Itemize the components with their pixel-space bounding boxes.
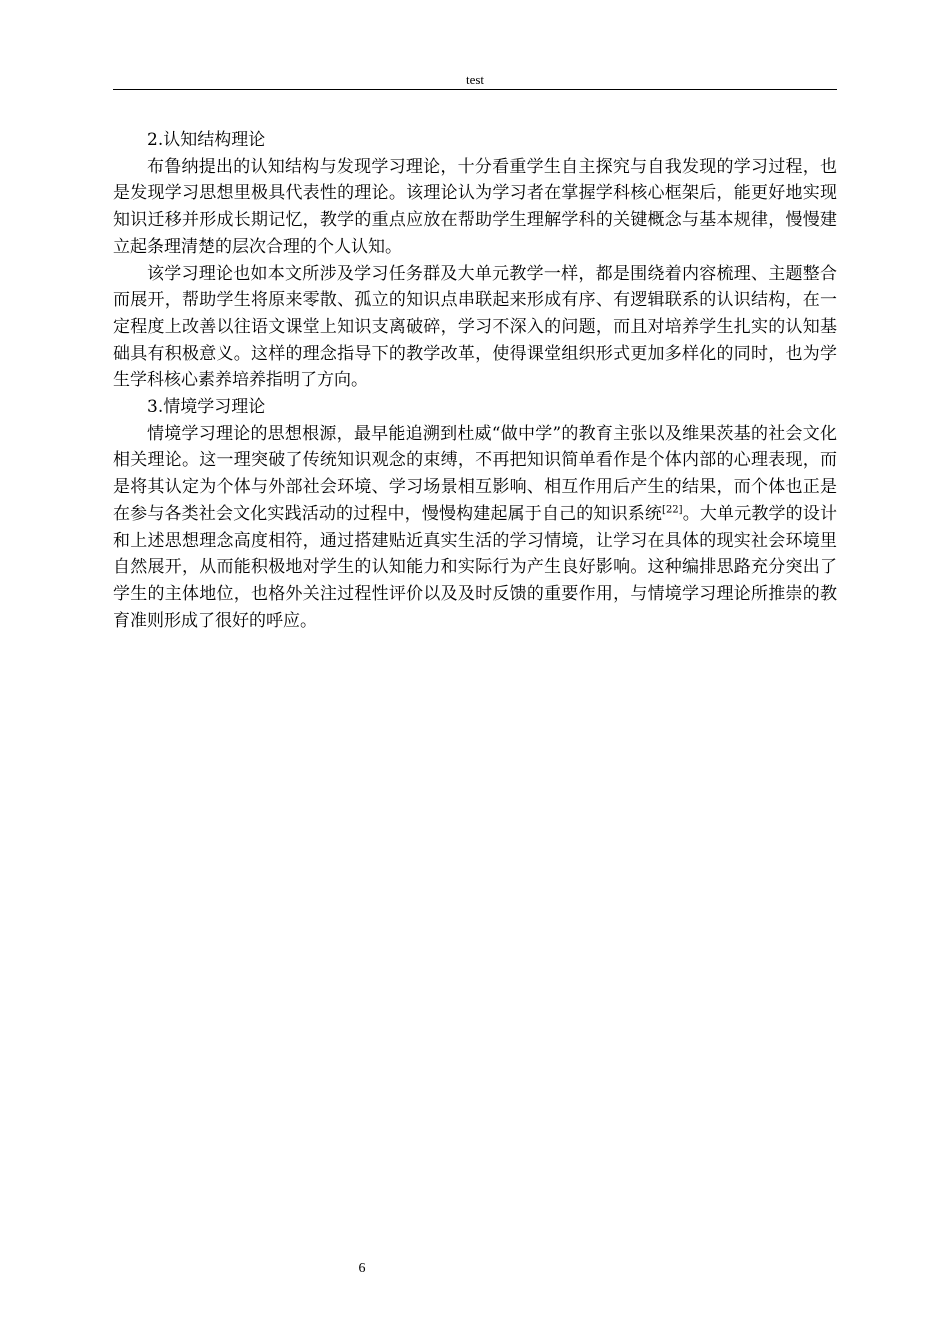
paragraph-text-after-citation: 。大单元教学的设计和上述思想理念高度相符，通过搭建贴近真实生活的学习情境，让学习在具体的现实社会环境里自然展开，从而能积极地对学生的认知能力和实际行为产生良好影响。这种编排思路充分突出了学生的主体地位，也格外关注过程性评价以及及时反馈的重要作用，与情境学习理论所推崇的教育准则形成了很好的呼应。 bbox=[113, 503, 837, 631]
paragraph-text-before-citation: 情境学习理论的思想根源，最早能追溯到杜威“做中学”的教育主张以及维果茨基的社会文化相关理论。这一理突破了传统知识观念的束缚，不再把知识简单看作是个体内部的心理表现，而是将其认定为个体与外部社会环境、学习场景相互影响、相互作用后产生的结果，而个体也正是在参与各类社会文化实践活动的过程中，慢慢构建起属于自己的知识系统 bbox=[113, 423, 837, 524]
running-header: test bbox=[465, 72, 485, 87]
paragraph-task-group-relation: 该学习理论也如本文所涉及学习任务群及大单元教学一样，都是围绕着内容梳理、主题整合而展开，帮助学生将原来零散、孤立的知识点串联起来形成有序、有逻辑联系的认识结构，在一定程度上改善以往语文课堂上知识支离破碎，学习不深入的问题，而且对培养学生扎实的认知基础具有积极意义。这样的理念指导下的教学改革，使得课堂组织形式更加多样化的同时，也为学生学科核心素养培养指明了方向。 bbox=[113, 263, 837, 391]
paragraph-bruner-theory: 布鲁纳提出的认知结构与发现学习理论，十分看重学生自主探究与自我发现的学习过程，也是发现学习思想里极具代表性的理论。该理论认为学习者在掌握学科核心框架后，能更好地实现知识迁移并形成长期记忆，教学的重点应放在帮助学生理解学科的关键概念与基本规律，慢慢建立起条理清楚的层次合理的个人认知。 bbox=[113, 156, 837, 257]
citation-reference: [22] bbox=[662, 504, 683, 516]
header-rule bbox=[113, 89, 837, 90]
page-number: 6 bbox=[358, 1261, 366, 1276]
body-text bbox=[113, 127, 837, 634]
section-heading-situated-learning: 3.情境学习理论 bbox=[147, 397, 266, 418]
section-heading-cognitive-structure: 2.认知结构理论 bbox=[147, 130, 266, 150]
paragraph-situated-learning bbox=[113, 421, 837, 635]
